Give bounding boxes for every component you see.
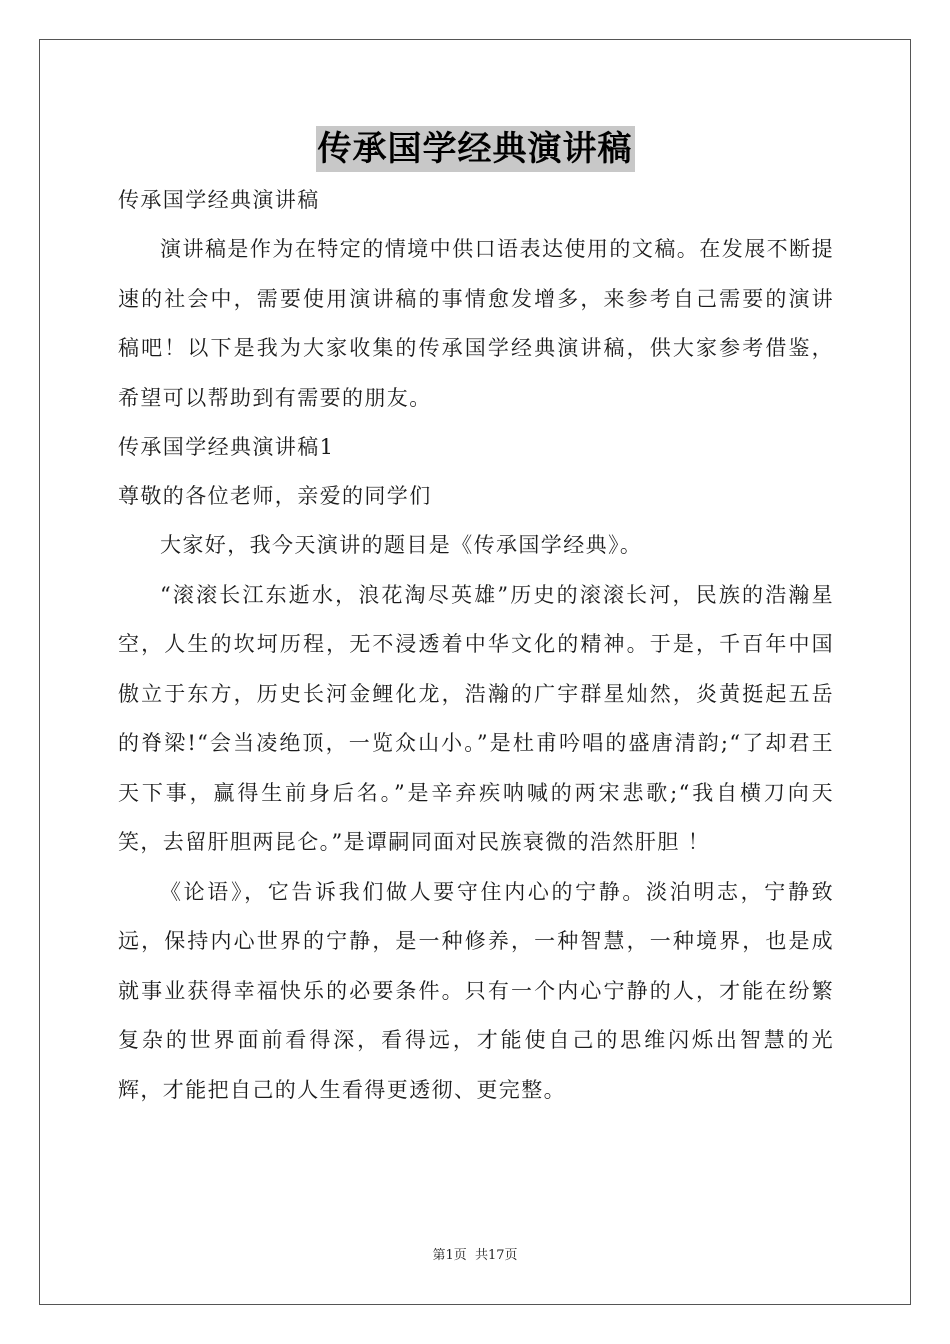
page-number: 第1页 (432, 1248, 467, 1263)
page-footer (0, 1244, 950, 1263)
title-container (0, 126, 950, 172)
body-paragraph-history: “滚滚长江东逝水，浪花淘尽英雄”历史的滚滚长河，民族的浩瀚星空，人生的坎坷历程，无不浸透着中华文化的精神。于是，千百年中国傲立于东方，历史长河金鲤化龙，浩瀚的广宇群星灿然，炎黄挺起五岳的脊梁!“会当凌绝顶，一览众山小。”是杜甫吟唱的盛唐清韵;“了却君王天下事，赢得生前身后名。”是辛弃疾呐喊的两宋悲歌;“我自横刀向天笑，去留肝胆两昆仑。”是谭嗣同面对民族衰微的浩然肝胆 ！ (118, 582, 834, 854)
section-heading: 传承国学经典演讲稿1 (118, 435, 335, 459)
document-title: 传承国学经典演讲稿 (316, 126, 635, 172)
intro-paragraph: 演讲稿是作为在特定的情境中供口语表达使用的文稿。在发展不断提速的社会中，需要使用演讲稿的事情愈发增多，来参考自己需要的演讲稿吧！以下是我为大家收集的传承国学经典演讲稿，供大家参考借鉴，希望可以帮助到有需要的朋友。 (118, 237, 834, 410)
page-total: 共17页 (474, 1248, 518, 1263)
body-paragraph-greeting: 大家好，我今天演讲的题目是《传承国学经典》。 (160, 533, 643, 557)
salutation: 尊敬的各位老师，亲爱的同学们 (118, 484, 432, 508)
document-subtitle: 传承国学经典演讲稿 (118, 188, 320, 212)
document-body (118, 176, 834, 1115)
body-paragraph-lunyu: 《论语》，它告诉我们做人要守住内心的宁静。淡泊明志，宁静致远，保持内心世界的宁静，是一种修养，一种智慧，一种境界，也是成就事业获得幸福快乐的必要条件。只有一个内心宁静的人，才能在纷繁复杂的世界面前看得深，看得远，才能使自己的思维闪烁出智慧的光辉，才能把自己的人生看得更透彻、更完整。 (118, 879, 834, 1102)
